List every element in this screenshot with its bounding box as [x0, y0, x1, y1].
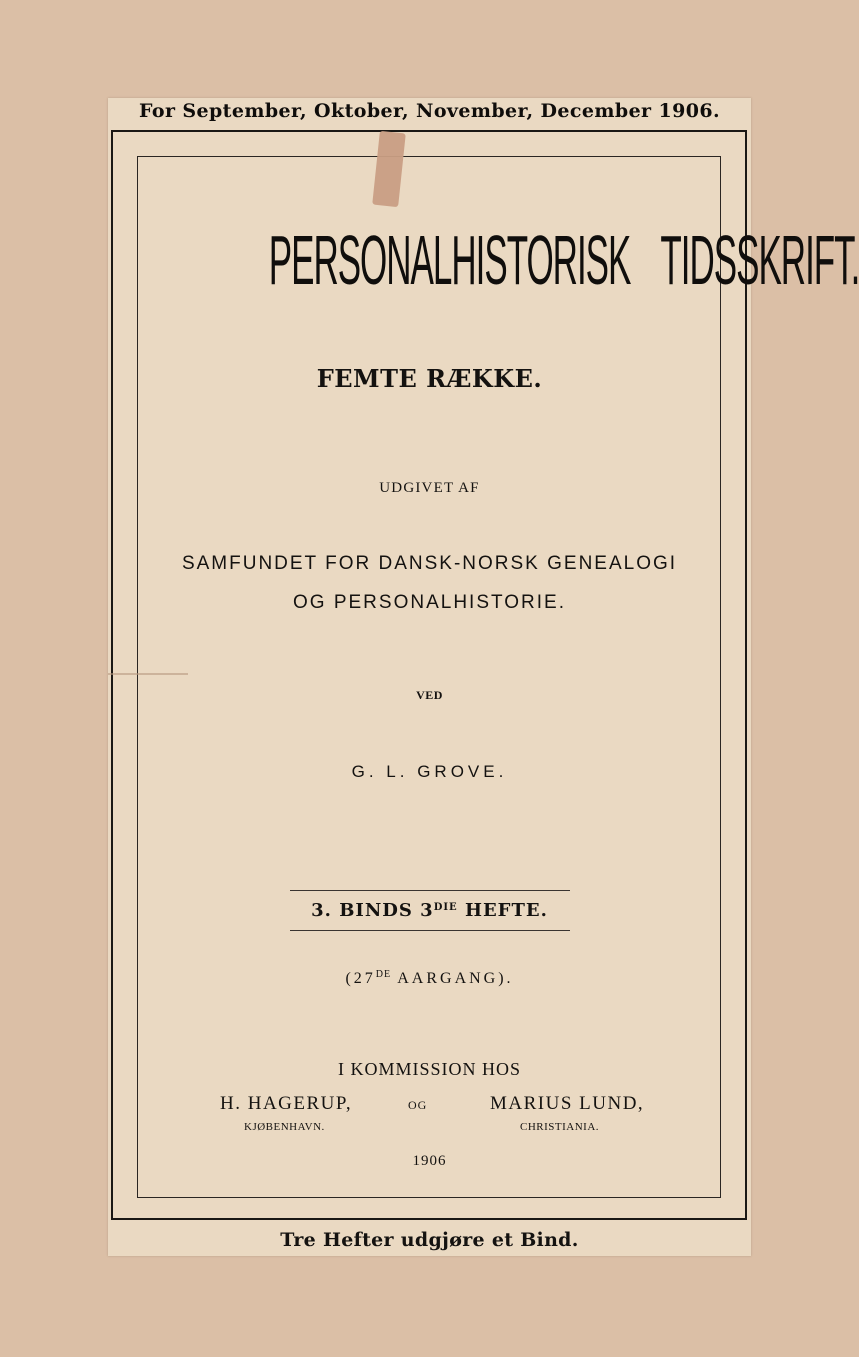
city-right: CHRISTIANIA.: [520, 1121, 600, 1133]
published-by-label: UDGIVET AF: [379, 480, 480, 496]
society-name-line1: SAMFUNDET FOR DANSK-NORSK GENEALOGI: [181, 553, 678, 574]
editor-name: G. L. GROVE.: [351, 762, 508, 781]
rule-below-issue: [290, 930, 570, 931]
commission-label: I KOMMISSION HOS: [337, 1059, 522, 1079]
footer-note: Tre Hefter udgjøre et Bind.: [280, 1229, 579, 1251]
inner-border: [137, 156, 721, 1198]
journal-title: [268, 220, 859, 300]
rule-above-issue: [290, 890, 570, 891]
society-name-line2: OG PERSONALHISTORIE.: [293, 592, 566, 613]
paper-tear: [108, 673, 188, 675]
journal-title-part2: TIDSSKRIFT.: [660, 221, 859, 299]
journal-title-part1: PERSONALHISTORISK: [268, 221, 631, 299]
city-left: KJØBENHAVN.: [244, 1121, 325, 1133]
by-label: VED: [416, 688, 443, 702]
issue-number: 3. BINDS $3^{DIE}$ HEFTE.: [311, 900, 548, 921]
volume-year: (27DE AARGANG).: [345, 969, 514, 987]
publisher-left: H. HAGERUP,: [220, 1093, 353, 1114]
series-label: FEMTE RÆKKE.: [316, 364, 543, 393]
issue-months-strip: For September, Oktober, November, December 1906.: [139, 100, 720, 122]
publication-year: 1906: [412, 1153, 447, 1169]
title-page: [108, 98, 859, 1256]
publisher-and: OG: [408, 1098, 428, 1112]
publisher-right: MARIUS LUND,: [490, 1093, 645, 1114]
